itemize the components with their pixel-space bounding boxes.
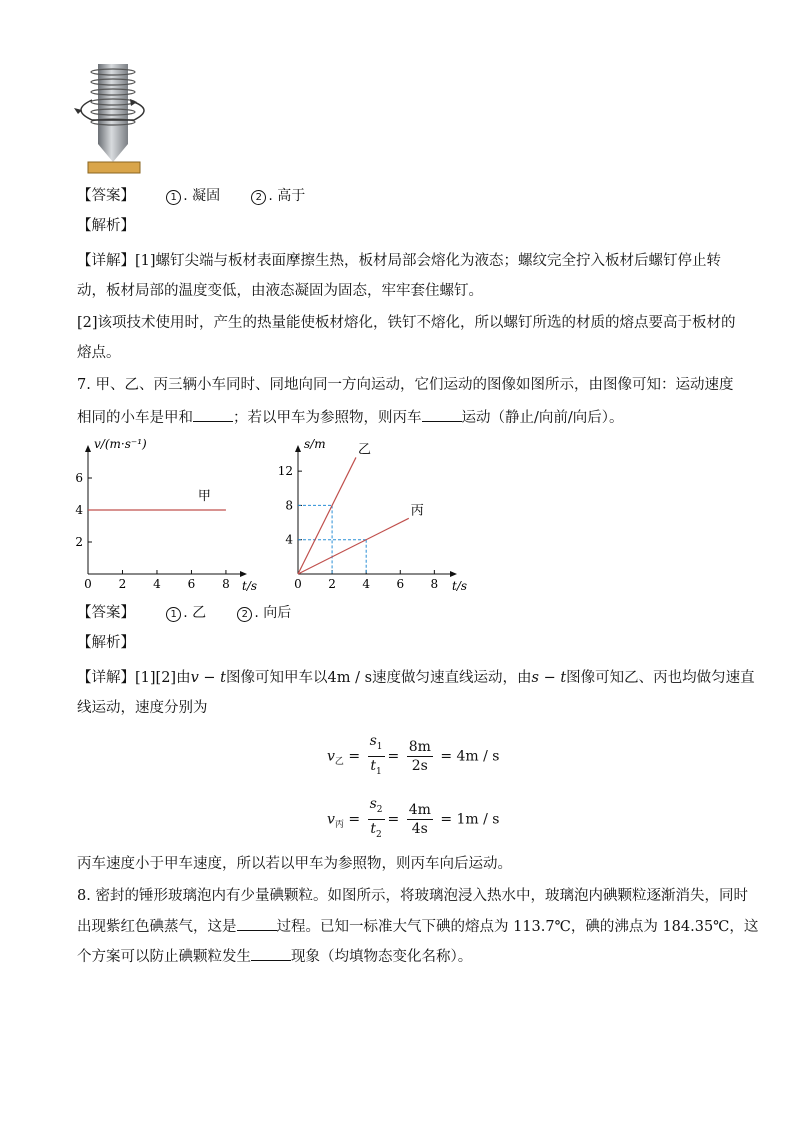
answer-2: 2 . 高于 bbox=[251, 188, 305, 204]
formula-v-bing: $v_丙$ = $\frac{s_2}{t_2}$ = $\frac{4m}{4s}$ = 1m / s bbox=[327, 796, 500, 840]
analysis-tag: 【解析】 bbox=[77, 218, 135, 234]
answer-2: 2 . 向后 bbox=[237, 605, 291, 621]
st-chart bbox=[277, 437, 470, 600]
series-line bbox=[298, 457, 356, 574]
series-label: 甲 bbox=[197, 489, 211, 504]
series-label: 乙 bbox=[357, 442, 371, 458]
x-tick-label: 0 bbox=[294, 577, 302, 591]
x-tick-label: 4 bbox=[153, 577, 161, 591]
x-axis-label: t/s bbox=[452, 579, 468, 593]
q6-detail-3: [2]该项技术使用时，产生的热量能使板材熔化，铁钉不熔化，所以螺钉所选的材质的熔点要高于板材的 bbox=[77, 315, 736, 331]
y-axis-arrow bbox=[85, 445, 91, 452]
analysis-tag: 【解析】 bbox=[77, 635, 135, 651]
y-axis-arrow bbox=[295, 445, 301, 452]
y-tick-label: 4 bbox=[285, 532, 293, 547]
y-axis-label: s/m bbox=[304, 437, 326, 451]
q6-detail-4: 熔点。 bbox=[77, 345, 121, 361]
screw-figure bbox=[70, 62, 150, 174]
q6-answer-line bbox=[77, 186, 305, 206]
q8-line-1: 8. 密封的锤形玻璃泡内有少量碘颗粒。如图所示，将玻璃泡浸入热水中，玻璃泡内碘颗粒逐渐消失，同时 bbox=[77, 888, 748, 904]
answer-tag: 【答案】 bbox=[77, 605, 135, 621]
y-tick-label: 8 bbox=[285, 498, 293, 513]
q7-conclusion: 丙车速度小于甲车速度，所以若以甲车为参照物，则丙车向后运动。 bbox=[77, 856, 512, 872]
q8-line-3: 个方案可以防止碘颗粒发生 现象（均填物态变化名称）。 bbox=[77, 946, 472, 967]
answer-tag: 【答案】 bbox=[77, 188, 135, 204]
formula-v-yi: $v_乙$ = $\frac{s_1}{t_1}$ = $\frac{8m}{2s}$ = 4m / s bbox=[327, 733, 500, 777]
x-tick-label: 0 bbox=[84, 577, 92, 591]
q6-detail-1: 【详解】[1]螺钉尖端与板材表面摩擦生热，板材局部会熔化为液态；螺纹完全拧入板材后螺钉停止转 bbox=[77, 253, 722, 269]
series-label: 丙 bbox=[410, 503, 424, 519]
q7-answer-line bbox=[77, 603, 291, 623]
x-tick-label: 6 bbox=[396, 577, 405, 591]
y-tick-label: 2 bbox=[75, 535, 83, 549]
x-tick-label: 2 bbox=[118, 577, 127, 591]
x-axis-arrow bbox=[240, 571, 247, 577]
answer-1: 1 . 乙 bbox=[166, 605, 206, 621]
q7-detail-1: 【详解】[1][2]由v − t图像可知甲车以4m / s速度做匀速直线运动，由s − t图像可知乙、丙也均做匀速直 bbox=[77, 670, 755, 686]
q7-stem-2: 相同的小车是甲和 ；若以甲车为参照物，则丙车 运动（静止/向前/向后）。 bbox=[77, 407, 624, 428]
x-axis-arrow bbox=[450, 571, 457, 577]
q7-stem-1: 7. 甲、乙、丙三辆小车同时、同地向同一方向运动，它们运动的图像如图所示，由图像可知：运动速度 bbox=[77, 377, 734, 393]
x-axis-label: t/s bbox=[242, 579, 258, 593]
y-tick-label: 4 bbox=[75, 503, 83, 517]
x-tick-label: 2 bbox=[328, 577, 336, 591]
series-line bbox=[298, 518, 409, 574]
x-tick-label: 8 bbox=[222, 577, 230, 591]
q6-detail-2: 动，板材局部的温度变低，由液态凝固为固态，牢牢套住螺钉。 bbox=[77, 283, 483, 299]
x-tick-label: 4 bbox=[362, 577, 371, 591]
answer-1: 1 . 凝固 bbox=[166, 188, 220, 204]
x-tick-label: 6 bbox=[187, 577, 196, 591]
y-axis-label: v/(m·s⁻¹) bbox=[94, 437, 147, 451]
vt-chart bbox=[70, 437, 260, 600]
x-tick-label: 8 bbox=[430, 577, 439, 591]
q8-line-2: 出现紫红色碘蒸气，这是 过程。已知一标准大气下碘的熔点为 113.7℃，碘的沸点为 184.35℃，这 bbox=[77, 916, 758, 937]
q7-detail-2: 线运动，速度分别为 bbox=[77, 700, 208, 716]
y-tick-label: 12 bbox=[277, 464, 293, 479]
y-tick-label: 6 bbox=[75, 471, 83, 485]
